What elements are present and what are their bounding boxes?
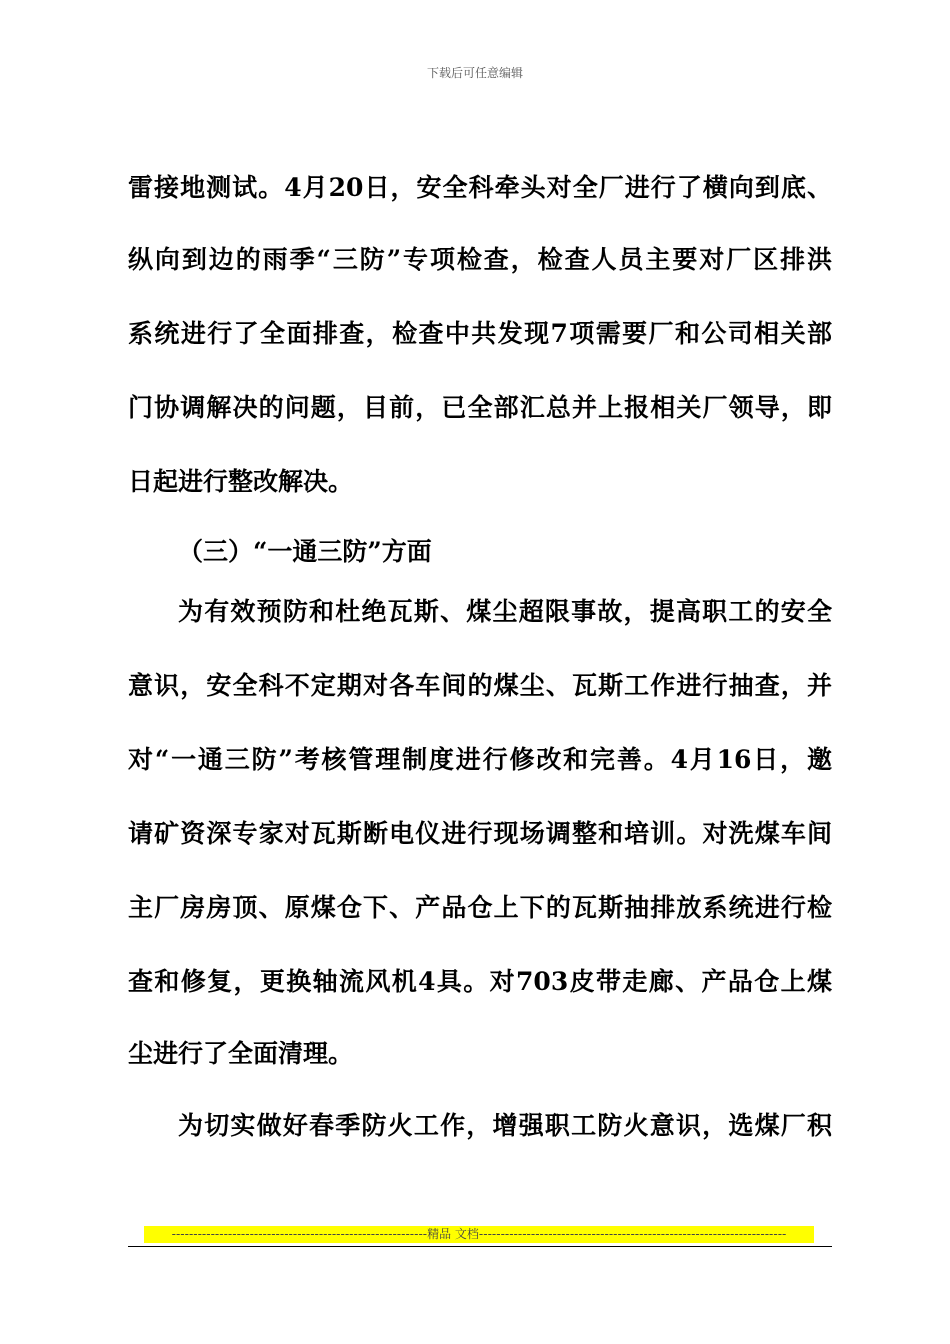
section-heading: （三）“一通三防”方面 <box>178 537 432 566</box>
body-line: 对“一通三防”考核管理制度进行修改和完善。4月16日，邀 <box>128 745 832 774</box>
body-line: 纵向到边的雨季“三防”专项检查，检查人员主要对厂区排洪 <box>128 245 832 274</box>
body-line: 查和修复，更换轴流风机4具。对703皮带走廊、产品仓上煤 <box>128 967 832 996</box>
body-line: 日起进行整改解决。 <box>128 467 354 496</box>
footer-rule <box>128 1246 832 1247</box>
body-line: 为切实做好春季防火工作，增强职工防火意识，选煤厂积 <box>178 1111 832 1140</box>
body-line: 尘进行了全面清理。 <box>128 1039 354 1068</box>
body-line: 系统进行了全面排查，检查中共发现7项需要厂和公司相关部 <box>128 319 832 348</box>
body-line: 门协调解决的问题，目前，已全部汇总并上报相关厂领导，即 <box>128 393 832 422</box>
body-line: 主厂房房顶、原煤仓下、产品仓上下的瓦斯抽排放系统进行检 <box>128 893 832 922</box>
footer-label: -----------------------------------------------------------精品 文档----------------------------------------------------------------------- <box>144 1226 814 1243</box>
body-line: 请矿资深专家对瓦斯断电仪进行现场调整和培训。对洗煤车间 <box>128 819 832 848</box>
body-line: 为有效预防和杜绝瓦斯、煤尘超限事故，提高职工的安全 <box>178 597 832 626</box>
page-header-note: 下载后可任意编辑 <box>426 66 523 80</box>
body-line: 意识，安全科不定期对各车间的煤尘、瓦斯工作进行抽查，并 <box>128 671 832 700</box>
body-line: 雷接地测试。4月20日，安全科牵头对全厂进行了横向到底、 <box>128 173 832 202</box>
